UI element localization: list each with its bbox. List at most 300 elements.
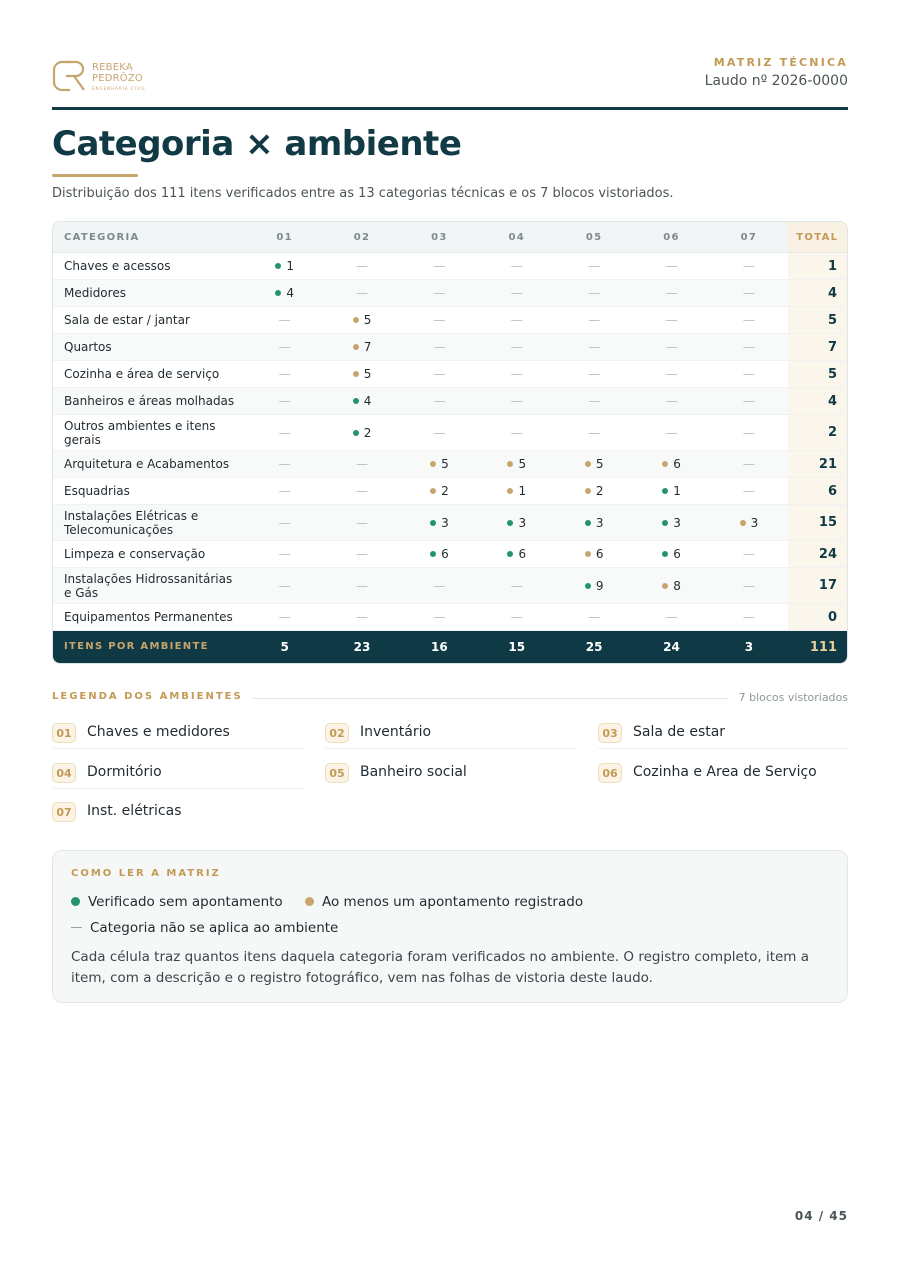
dash-icon: — bbox=[588, 425, 601, 440]
dash-icon: — bbox=[510, 259, 523, 273]
cell-not-applicable bbox=[710, 451, 787, 478]
cell-not-applicable bbox=[555, 604, 632, 631]
dash-icon: — bbox=[510, 367, 523, 381]
footer-value: 5 bbox=[246, 631, 323, 664]
legend-count: 7 blocos vistoriados bbox=[738, 691, 848, 704]
table-row bbox=[53, 307, 847, 334]
cell-not-applicable bbox=[633, 604, 710, 631]
footer-value: 24 bbox=[633, 631, 710, 664]
cell-not-applicable bbox=[710, 307, 787, 334]
dash-icon: — bbox=[433, 610, 446, 624]
cell-value: 5 bbox=[441, 457, 449, 471]
dash-icon: — bbox=[356, 484, 369, 498]
dash-icon: — bbox=[510, 394, 523, 408]
doc-kicker: MATRIZ TÉCNICA bbox=[713, 56, 848, 69]
legend-name: Chaves e medidores bbox=[87, 724, 230, 740]
row-category: Instalações Elétricas e Telecomunicações bbox=[53, 505, 246, 541]
legend-num-badge: 07 bbox=[52, 802, 76, 822]
dash-icon: — bbox=[278, 610, 291, 624]
green-dot-icon bbox=[353, 430, 359, 436]
dash-icon: — bbox=[588, 313, 601, 327]
cell-value: 3 bbox=[518, 515, 527, 530]
cell-not-applicable bbox=[323, 505, 400, 541]
footer-value: 16 bbox=[401, 631, 478, 664]
cell-not-applicable bbox=[401, 361, 478, 388]
dash-icon: — bbox=[433, 340, 446, 354]
cell-not-applicable bbox=[401, 280, 478, 307]
cell-not-applicable bbox=[478, 253, 555, 280]
page-header bbox=[52, 52, 848, 110]
tan-dot-icon bbox=[430, 488, 436, 494]
key-green bbox=[71, 894, 283, 910]
cell-value: 3 bbox=[595, 515, 604, 530]
table-row bbox=[53, 280, 847, 307]
dash-icon: — bbox=[742, 259, 755, 273]
row-total: 1 bbox=[788, 253, 847, 280]
col-header-ambiente: 03 bbox=[401, 222, 478, 253]
dash-icon: — bbox=[665, 286, 678, 300]
cell-not-applicable bbox=[710, 334, 787, 361]
dash-icon: — bbox=[665, 425, 678, 440]
row-category: Banheiros e áreas molhadas bbox=[53, 388, 246, 415]
green-dot-icon bbox=[585, 583, 591, 589]
green-dot-icon bbox=[585, 520, 591, 526]
row-category: Instalações Hidrossanitárias e Gás bbox=[53, 568, 246, 604]
tan-dot-icon bbox=[740, 520, 746, 526]
legend-name: Inst. elétricas bbox=[87, 803, 182, 819]
tan-dot-icon bbox=[585, 551, 591, 557]
title-underline bbox=[52, 174, 138, 177]
cell-not-applicable bbox=[555, 307, 632, 334]
cell-not-applicable bbox=[710, 280, 787, 307]
row-category: Limpeza e conservação bbox=[53, 541, 246, 568]
dash-icon: — bbox=[588, 367, 601, 381]
cell-not-applicable bbox=[633, 253, 710, 280]
tan-dot-icon bbox=[353, 317, 359, 323]
row-category: Cozinha e área de serviço bbox=[53, 361, 246, 388]
brand-logo bbox=[52, 58, 172, 98]
cell-not-applicable bbox=[633, 334, 710, 361]
col-header-ambiente: 01 bbox=[246, 222, 323, 253]
row-total: 2 bbox=[788, 415, 847, 451]
dash-icon: — bbox=[665, 367, 678, 381]
cell-count bbox=[478, 505, 555, 541]
key-dash-label: Categoria não se aplica ao ambiente bbox=[90, 920, 339, 936]
dash-icon: — bbox=[665, 394, 678, 408]
dash-icon: — bbox=[278, 394, 291, 408]
tan-dot-icon bbox=[585, 461, 591, 467]
cell-count bbox=[633, 505, 710, 541]
cell-not-applicable bbox=[710, 478, 787, 505]
dash-icon: — bbox=[433, 367, 446, 381]
cell-not-applicable bbox=[323, 253, 400, 280]
table-row bbox=[53, 478, 847, 505]
cell-count bbox=[401, 478, 478, 505]
table-row bbox=[53, 334, 847, 361]
cell-not-applicable bbox=[323, 568, 400, 604]
cell-not-applicable bbox=[401, 334, 478, 361]
cell-not-applicable bbox=[710, 388, 787, 415]
cell-not-applicable bbox=[246, 505, 323, 541]
row-total: 4 bbox=[788, 388, 847, 415]
green-dot-icon bbox=[430, 551, 436, 557]
footer-value: 23 bbox=[323, 631, 400, 664]
cell-not-applicable bbox=[555, 280, 632, 307]
row-total: 21 bbox=[788, 451, 847, 478]
cell-count bbox=[323, 415, 400, 451]
cell-not-applicable bbox=[555, 415, 632, 451]
cell-value: 7 bbox=[363, 340, 372, 354]
cell-not-applicable bbox=[323, 604, 400, 631]
row-category: Quartos bbox=[53, 334, 246, 361]
cell-value: 6 bbox=[441, 547, 449, 561]
cell-not-applicable bbox=[555, 334, 632, 361]
cell-not-applicable bbox=[478, 604, 555, 631]
dash-icon: — bbox=[278, 425, 291, 440]
cell-count bbox=[478, 541, 555, 568]
dash-icon: — bbox=[510, 610, 523, 624]
page-title: Categoria × ambiente bbox=[52, 124, 462, 164]
green-dot-icon bbox=[662, 488, 668, 494]
dash-icon: — bbox=[278, 340, 291, 354]
dash-icon bbox=[71, 927, 82, 928]
legend-name: Inventário bbox=[360, 724, 432, 740]
dash-icon: — bbox=[742, 457, 755, 471]
table-row bbox=[53, 253, 847, 280]
cell-not-applicable bbox=[323, 541, 400, 568]
dash-icon: — bbox=[742, 313, 755, 327]
cell-count bbox=[401, 451, 478, 478]
dash-icon: — bbox=[665, 340, 678, 354]
dash-icon: — bbox=[742, 340, 755, 354]
legend-num-badge: 06 bbox=[598, 763, 622, 783]
cell-count bbox=[710, 505, 787, 541]
legend-header bbox=[52, 691, 848, 705]
cell-not-applicable bbox=[478, 361, 555, 388]
cell-count bbox=[633, 541, 710, 568]
row-category: Arquitetura e Acabamentos bbox=[53, 451, 246, 478]
legend-name: Banheiro social bbox=[360, 764, 467, 780]
dash-icon: — bbox=[742, 286, 755, 300]
row-category: Esquadrias bbox=[53, 478, 246, 505]
cell-value: 1 bbox=[518, 484, 527, 498]
col-header-ambiente: 02 bbox=[323, 222, 400, 253]
cell-not-applicable bbox=[478, 415, 555, 451]
cell-count bbox=[555, 478, 632, 505]
cell-count bbox=[555, 505, 632, 541]
dash-icon: — bbox=[433, 313, 446, 327]
dash-icon: — bbox=[356, 457, 369, 471]
table-row bbox=[53, 505, 847, 541]
cell-value: 4 bbox=[286, 286, 294, 300]
cell-value: 2 bbox=[441, 484, 449, 498]
legend-name: Cozinha e Area de Serviço bbox=[633, 764, 817, 780]
green-dot-icon bbox=[662, 520, 668, 526]
cell-value: 6 bbox=[595, 547, 604, 561]
row-total: 6 bbox=[788, 478, 847, 505]
cell-count bbox=[323, 388, 400, 415]
dash-icon: — bbox=[742, 394, 755, 408]
green-dot-icon bbox=[275, 263, 281, 269]
tan-dot-icon bbox=[507, 488, 513, 494]
dash-icon: — bbox=[510, 578, 523, 593]
tan-dot-icon bbox=[662, 583, 668, 589]
legend-num-badge: 04 bbox=[52, 763, 76, 783]
row-category: Chaves e acessos bbox=[53, 253, 246, 280]
dash-icon: — bbox=[356, 610, 369, 624]
page-subtitle: Distribuição dos 111 itens verificados entre as 13 categorias técnicas e os 7 blocos vistoriados. bbox=[52, 186, 674, 201]
logo-mark-icon bbox=[52, 58, 88, 94]
cell-not-applicable bbox=[246, 478, 323, 505]
dash-icon: — bbox=[356, 578, 369, 593]
dash-icon: — bbox=[433, 425, 446, 440]
cell-value: 9 bbox=[595, 578, 604, 593]
row-category: Medidores bbox=[53, 280, 246, 307]
how-to-read-title: COMO LER A MATRIZ bbox=[71, 868, 221, 879]
cell-not-applicable bbox=[246, 361, 323, 388]
cell-not-applicable bbox=[478, 334, 555, 361]
cell-not-applicable bbox=[710, 415, 787, 451]
key-dash bbox=[71, 920, 338, 936]
page-number: 04 / 45 bbox=[794, 1209, 848, 1223]
legend-name: Sala de estar bbox=[633, 724, 726, 740]
cell-value: 2 bbox=[595, 484, 604, 498]
legend-item bbox=[325, 716, 577, 749]
key-tan bbox=[305, 894, 583, 910]
cell-not-applicable bbox=[246, 334, 323, 361]
cell-not-applicable bbox=[401, 253, 478, 280]
footer-value: 25 bbox=[555, 631, 632, 664]
col-header-category: CATEGORIA bbox=[53, 222, 246, 253]
cell-count bbox=[323, 307, 400, 334]
footer-value: 15 bbox=[478, 631, 555, 664]
cell-value: 5 bbox=[595, 457, 604, 471]
row-category: Sala de estar / jantar bbox=[53, 307, 246, 334]
green-dot-icon bbox=[430, 520, 436, 526]
footer-value: 3 bbox=[710, 631, 787, 664]
dash-icon: — bbox=[278, 313, 291, 327]
cell-not-applicable bbox=[633, 280, 710, 307]
cell-value: 6 bbox=[673, 547, 681, 561]
dash-icon: — bbox=[278, 547, 291, 561]
brand-line-3: ENGENHARIA CIVIL bbox=[92, 86, 146, 91]
row-category: Outros ambientes e itens gerais bbox=[53, 415, 246, 451]
cell-value: 5 bbox=[363, 367, 372, 381]
table-row bbox=[53, 415, 847, 451]
footer-total: 111 bbox=[788, 631, 847, 664]
dash-icon: — bbox=[278, 457, 291, 471]
dash-icon: — bbox=[433, 394, 446, 408]
green-dot-icon bbox=[353, 398, 359, 404]
cell-not-applicable bbox=[246, 451, 323, 478]
cell-not-applicable bbox=[710, 604, 787, 631]
cell-not-applicable bbox=[478, 388, 555, 415]
row-total: 5 bbox=[788, 361, 847, 388]
cell-not-applicable bbox=[710, 253, 787, 280]
tan-dot-icon bbox=[507, 461, 513, 467]
cell-not-applicable bbox=[401, 415, 478, 451]
row-total: 24 bbox=[788, 541, 847, 568]
cell-value: 8 bbox=[673, 578, 681, 593]
legend-num-badge: 03 bbox=[598, 723, 622, 743]
row-total: 0 bbox=[788, 604, 847, 631]
dash-icon: — bbox=[278, 367, 291, 381]
cell-not-applicable bbox=[478, 568, 555, 604]
dash-icon: — bbox=[588, 340, 601, 354]
brand-line-1: REBEKA bbox=[92, 62, 133, 73]
legend-num-badge: 01 bbox=[52, 723, 76, 743]
tan-dot-icon bbox=[430, 461, 436, 467]
dash-icon: — bbox=[742, 367, 755, 381]
green-dot-icon bbox=[275, 290, 281, 296]
tan-dot-icon bbox=[585, 488, 591, 494]
cell-not-applicable bbox=[555, 388, 632, 415]
col-header-ambiente: 07 bbox=[710, 222, 787, 253]
dash-icon: — bbox=[278, 515, 291, 530]
cell-not-applicable bbox=[246, 541, 323, 568]
cell-not-applicable bbox=[401, 307, 478, 334]
dash-icon: — bbox=[588, 286, 601, 300]
cell-count bbox=[478, 451, 555, 478]
cell-not-applicable bbox=[633, 388, 710, 415]
row-total: 4 bbox=[788, 280, 847, 307]
dash-icon: — bbox=[278, 484, 291, 498]
dash-icon: — bbox=[742, 484, 755, 498]
col-header-ambiente: 05 bbox=[555, 222, 632, 253]
dash-icon: — bbox=[742, 425, 755, 440]
dash-icon: — bbox=[433, 286, 446, 300]
cell-value: 3 bbox=[750, 515, 759, 530]
cell-not-applicable bbox=[323, 280, 400, 307]
cell-not-applicable bbox=[710, 361, 787, 388]
cell-value: 6 bbox=[518, 547, 527, 561]
dash-icon: — bbox=[510, 340, 523, 354]
dash-icon: — bbox=[665, 259, 678, 273]
green-dot-icon bbox=[507, 551, 513, 557]
cell-not-applicable bbox=[555, 253, 632, 280]
table-row bbox=[53, 541, 847, 568]
cell-count bbox=[555, 568, 632, 604]
col-header-ambiente: 04 bbox=[478, 222, 555, 253]
cell-not-applicable bbox=[246, 604, 323, 631]
cell-not-applicable bbox=[478, 307, 555, 334]
tan-dot-icon bbox=[353, 344, 359, 350]
table-row bbox=[53, 361, 847, 388]
tan-dot-icon bbox=[662, 461, 668, 467]
legend-num-badge: 02 bbox=[325, 723, 349, 743]
dash-icon: — bbox=[742, 610, 755, 624]
cell-value: 1 bbox=[286, 259, 294, 273]
legend-item bbox=[52, 756, 304, 789]
legend-title: LEGENDA DOS AMBIENTES bbox=[52, 691, 253, 702]
cell-not-applicable bbox=[323, 478, 400, 505]
cell-count bbox=[555, 541, 632, 568]
how-to-read-note: Cada célula traz quantos itens daquela categoria foram verificados no ambiente. O registro completo, item a item, com a descrição e o registro fotográfico, vem nas folhas de vistoria deste laudo. bbox=[71, 949, 810, 986]
cell-count bbox=[323, 361, 400, 388]
dash-icon: — bbox=[510, 313, 523, 327]
cell-not-applicable bbox=[401, 604, 478, 631]
laudo-number: Laudo nº 2026-0000 bbox=[704, 73, 848, 89]
cell-not-applicable bbox=[401, 568, 478, 604]
dash-icon: — bbox=[356, 515, 369, 530]
cell-not-applicable bbox=[555, 361, 632, 388]
cell-count bbox=[633, 478, 710, 505]
dash-icon: — bbox=[356, 547, 369, 561]
cell-not-applicable bbox=[401, 388, 478, 415]
legend-num-badge: 05 bbox=[325, 763, 349, 783]
cell-not-applicable bbox=[710, 541, 787, 568]
cell-count bbox=[555, 451, 632, 478]
footer-label: ITENS POR AMBIENTE bbox=[53, 631, 246, 664]
cell-not-applicable bbox=[246, 568, 323, 604]
green-dot-icon bbox=[507, 520, 513, 526]
cell-value: 3 bbox=[673, 515, 681, 530]
col-header-total: TOTAL bbox=[788, 222, 847, 253]
row-total: 7 bbox=[788, 334, 847, 361]
how-to-read-box bbox=[52, 850, 848, 1003]
legend-name: Dormitório bbox=[87, 764, 162, 780]
dash-icon: — bbox=[433, 578, 446, 593]
dash-icon: — bbox=[588, 610, 601, 624]
cell-value: 5 bbox=[363, 313, 372, 327]
legend-divider bbox=[244, 698, 728, 699]
dash-icon: — bbox=[588, 394, 601, 408]
cell-count bbox=[478, 478, 555, 505]
cell-count bbox=[401, 541, 478, 568]
legend-item bbox=[598, 756, 848, 788]
dash-icon: — bbox=[665, 610, 678, 624]
tan-dot-icon bbox=[353, 371, 359, 377]
cell-not-applicable bbox=[323, 451, 400, 478]
cell-not-applicable bbox=[633, 415, 710, 451]
matrix-table bbox=[52, 221, 848, 664]
cell-count bbox=[401, 505, 478, 541]
legend-item bbox=[325, 756, 577, 788]
dash-icon: — bbox=[742, 578, 755, 593]
dash-icon: — bbox=[665, 313, 678, 327]
row-category: Equipamentos Permanentes bbox=[53, 604, 246, 631]
cell-not-applicable bbox=[246, 388, 323, 415]
dash-icon: — bbox=[588, 259, 601, 273]
tan-dot-icon bbox=[305, 897, 314, 906]
cell-not-applicable bbox=[710, 568, 787, 604]
row-total: 17 bbox=[788, 568, 847, 604]
cell-not-applicable bbox=[246, 415, 323, 451]
cell-count bbox=[633, 568, 710, 604]
cell-value: 5 bbox=[518, 457, 527, 471]
key-tan-label: Ao menos um apontamento registrado bbox=[322, 894, 584, 910]
legend-item bbox=[598, 716, 848, 749]
row-total: 15 bbox=[788, 505, 847, 541]
dash-icon: — bbox=[742, 547, 755, 561]
dash-icon: — bbox=[510, 286, 523, 300]
dash-icon: — bbox=[433, 259, 446, 273]
cell-value: 2 bbox=[363, 425, 372, 440]
dash-icon: — bbox=[356, 286, 369, 300]
legend-item bbox=[52, 716, 304, 749]
cell-count bbox=[633, 451, 710, 478]
cell-value: 3 bbox=[441, 515, 449, 530]
cell-not-applicable bbox=[246, 307, 323, 334]
cell-not-applicable bbox=[633, 361, 710, 388]
cell-not-applicable bbox=[478, 280, 555, 307]
green-dot-icon bbox=[662, 551, 668, 557]
dash-icon: — bbox=[278, 578, 291, 593]
green-dot-icon bbox=[71, 897, 80, 906]
table-row bbox=[53, 568, 847, 604]
table-row bbox=[53, 388, 847, 415]
dash-icon: — bbox=[356, 259, 369, 273]
